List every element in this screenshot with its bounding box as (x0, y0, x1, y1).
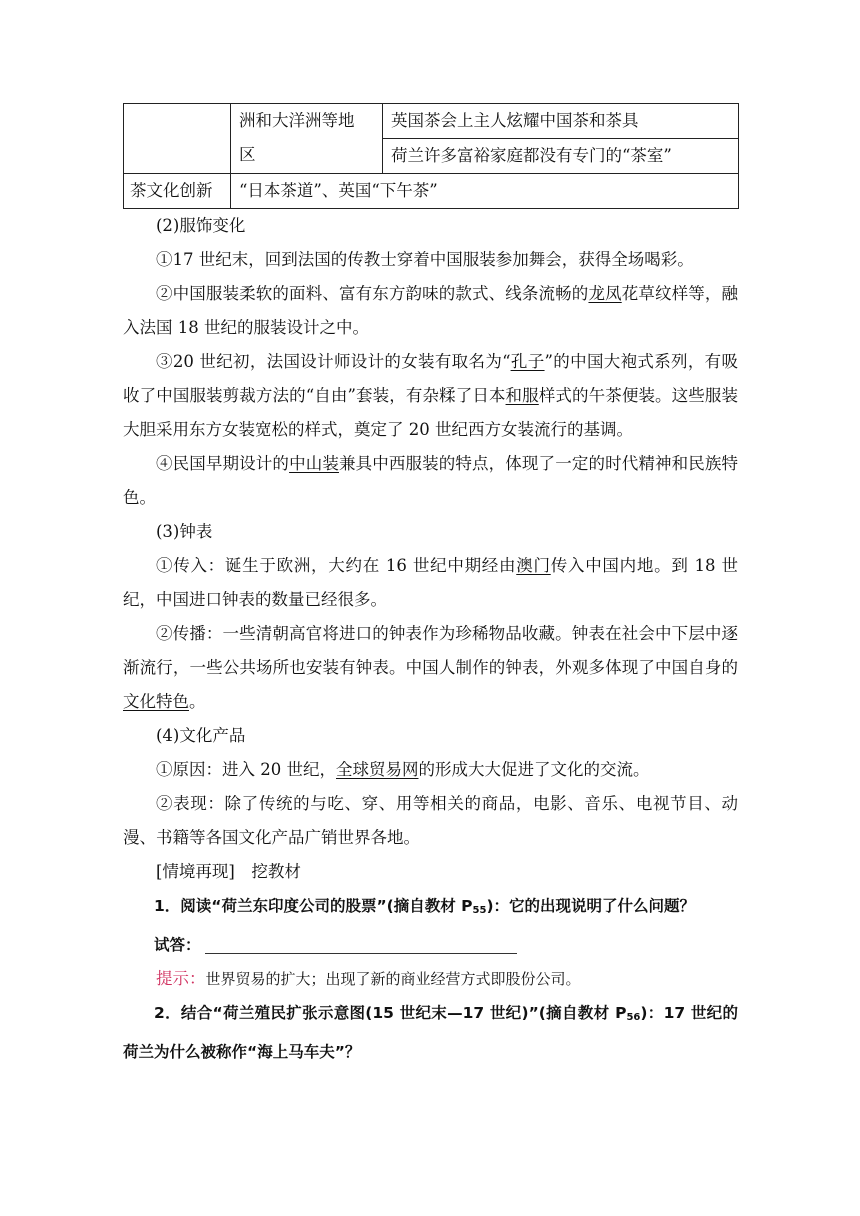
clock-point-1: ①传入：诞生于欧洲，大约在 16 世纪中期经由澳门传入中国内地。到 18 世纪，中国进口钟表的数量已经很多。 (123, 556, 738, 609)
table-row (124, 174, 739, 209)
table-cell-event-b: 荷兰许多富裕家庭都没有专门的“茶室” (383, 139, 739, 174)
clothing-point-3: ③20 世纪初，法国设计师设计的女装有取名为“孔子”的中国大袍式系列，有吸收了中国服装剪裁方法的“自由”套装，有杂糅了日本和服样式的午茶便装。这些服装大胆采用东方女装宽松的样式，奠定了 20 世纪西方女装流行的基调。 (123, 352, 739, 439)
hint-text: 世界贸易的扩大；出现了新的商业经营方式即股份公司。 (205, 970, 581, 988)
answer-label: 试答： (154, 936, 201, 954)
keyword-underline: 龙凤 (588, 284, 622, 303)
keyword-underline: 孔子 (510, 352, 545, 371)
culture-point-1: ①原因：进入 20 世纪，全球贸易网的形成大大促进了文化的交流。 (156, 760, 650, 779)
answer-blank-line[interactable] (205, 933, 517, 954)
hint-label: 提示： (156, 969, 206, 988)
table-cell-event-a: 英国茶会上主人炫耀中国茶和茶具 (383, 104, 739, 139)
table-cell-innovation-label: 茶文化创新 (124, 174, 231, 209)
section-heading-culture: (4)文化产品 (156, 726, 246, 745)
keyword-underline: 中山装 (289, 454, 339, 473)
clock-point-2: ②传播：一些清朝高官将进口的钟表作为珍稀物品收藏。钟表在社会中下层中逐渐流行，一些公共场所也安装有钟表。中国人制作的钟表，外观多体现了中国自身的文化特色。 (123, 624, 738, 711)
page-content (123, 103, 738, 1069)
keyword-underline: 和服 (505, 386, 539, 405)
clothing-point-1: ①17 世纪末，回到法国的传教士穿着中国服装参加舞会，获得全场喝彩。 (156, 250, 694, 269)
keyword-underline: 澳门 (516, 556, 551, 575)
keyword-underline: 全球贸易网 (336, 760, 419, 779)
table-row (124, 104, 739, 139)
culture-point-2: ②表现：除了传统的与吃、穿、用等相关的商品，电影、音乐、电视节目、动漫、书籍等各国文化产品广销世界各地。 (123, 794, 738, 847)
question-2: 2．结合“荷兰殖民扩张示意图(15 世纪末—17 世纪)”(摘自教材 $P_{56}$)：17 世纪的荷兰为什么被称作“海上马车夫”？ (123, 1004, 738, 1061)
table-cell-empty (124, 104, 231, 174)
tea-culture-table (123, 103, 739, 209)
table-cell-region: 洲和大洋洲等地区 (231, 104, 383, 174)
scenario-heading: [情境再现] 挖教材 (156, 862, 301, 881)
clothing-point-4: ④民国早期设计的中山装兼具中西服装的特点，体现了一定的时代精神和民族特色。 (123, 454, 739, 507)
table-cell-innovation-value: “日本茶道”、英国“下午茶” (231, 174, 739, 209)
clothing-point-2: ②中国服装柔软的面料、富有东方韵味的款式、线条流畅的龙凤花草纹样等，融入法国 18 世纪的服装设计之中。 (123, 284, 739, 337)
section-heading-clock: (3)钟表 (156, 522, 213, 541)
answer-row (123, 928, 738, 962)
question-1: 1．阅读“荷兰东印度公司的股票”(摘自教材 $P_{55}$)：它的出现说明了什么问题？ (154, 897, 696, 916)
keyword-underline: 文化特色 (123, 692, 189, 711)
section-heading-clothing: (2)服饰变化 (156, 216, 246, 235)
hint-row (123, 962, 738, 996)
